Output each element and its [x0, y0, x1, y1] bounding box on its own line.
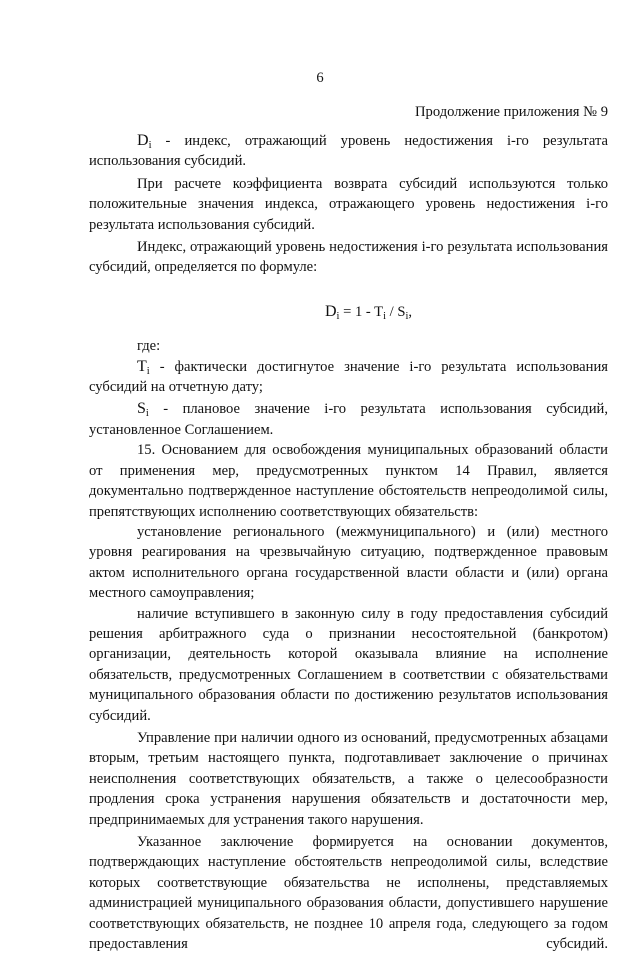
formula-lhs: D — [324, 302, 337, 320]
si-symbol: S — [137, 400, 146, 418]
di-definition-text: - индекс, отражающий уровень недостижения i-го результата использования субсидий. — [89, 133, 608, 170]
formula-div-sub: i — [405, 310, 409, 322]
ti-symbol: T — [137, 357, 147, 375]
formula-intro-paragraph: Индекс, отражающий уровень недостижения i-го результата использования субсидий, определяется по формуле: — [89, 239, 608, 276]
where-label: где: — [137, 338, 161, 355]
formula-mid: = 1 - T — [339, 303, 384, 320]
ti-definition-text: - фактически достигнутое значение i-го результата использования субсидий на отчетную дату; — [89, 358, 608, 396]
di-symbol: D — [137, 132, 149, 149]
appendix-header: Продолжение приложения № 9 — [415, 104, 608, 120]
si-subscript: i — [145, 408, 149, 420]
formula-end: , — [408, 303, 413, 320]
page-number: 6 — [316, 70, 324, 86]
conclusion-paragraph: Указанное заключение формируется на основании документов, подтверждающих наступление обстоятельств непреодолимой силы, вследствие которых соответствующие обязательства не исполнены, представляемых администрацией муниципального образования области, допустившего нарушение соответствующих обязательств, не позднее 10 апреля года, следующего за годом предоставления субсидий. — [89, 834, 608, 953]
bankruptcy-paragraph: наличие вступившего в законную силу в году предоставления субсидий решения арбитражного суда о признании несостоятельной (банкротом) организации, деятельность которой оказывала влияние на исполнение обязательств, предусмотренных Соглашением в соответствии с обязательствами муниципального образования области по достижению результатов использования субсидий. — [89, 605, 608, 724]
management-paragraph: Управление при наличии одного из оснований, предусмотренных абзацами вторым, третьим настоящего пункта, подготавливает заключение о причинах неисполнения соответствующих обязательств, а также о целесообразности продления срока устранения нарушения обязательств и достаточности мер, предпринимаемых для устранения такого нарушения. — [89, 729, 608, 828]
si-definition-text: - плановое значение i-го результата использования субсидий, установленное Соглашением. — [89, 401, 608, 438]
ti-subscript: i — [146, 365, 150, 377]
ti-definition — [89, 357, 608, 398]
paragraph-15: 15. Основанием для освобождения муниципальных образований области от применения мер, предусмотренных пунктом 14 Правил, является документально подтвержденное наступление обстоятельств непреодолимой силы, препятствующих исполнению соответствующих обязательств: — [89, 442, 608, 520]
emergency-paragraph: установление регионального (межмуниципального) и (или) местного уровня реагирования на чрезвычайную ситуацию, подтвержденное правовым актом исполнительного органа государственной власти области и (или) органа местного самоуправления; — [89, 523, 608, 602]
formula-lhs-sub: i — [336, 310, 340, 322]
formula-mid-sub: i — [383, 310, 386, 322]
di-definition — [89, 131, 608, 172]
positive-values-paragraph: При расчете коэффициента возврата субсидий используются только положительные значения индекса, отражающего уровень недостижения i-го результата использования субсидий. — [89, 175, 608, 233]
di-subscript: i — [148, 140, 152, 151]
formula-div: / S — [386, 303, 406, 320]
si-definition — [89, 399, 608, 440]
document-body — [89, 131, 608, 954]
formula — [89, 302, 608, 322]
